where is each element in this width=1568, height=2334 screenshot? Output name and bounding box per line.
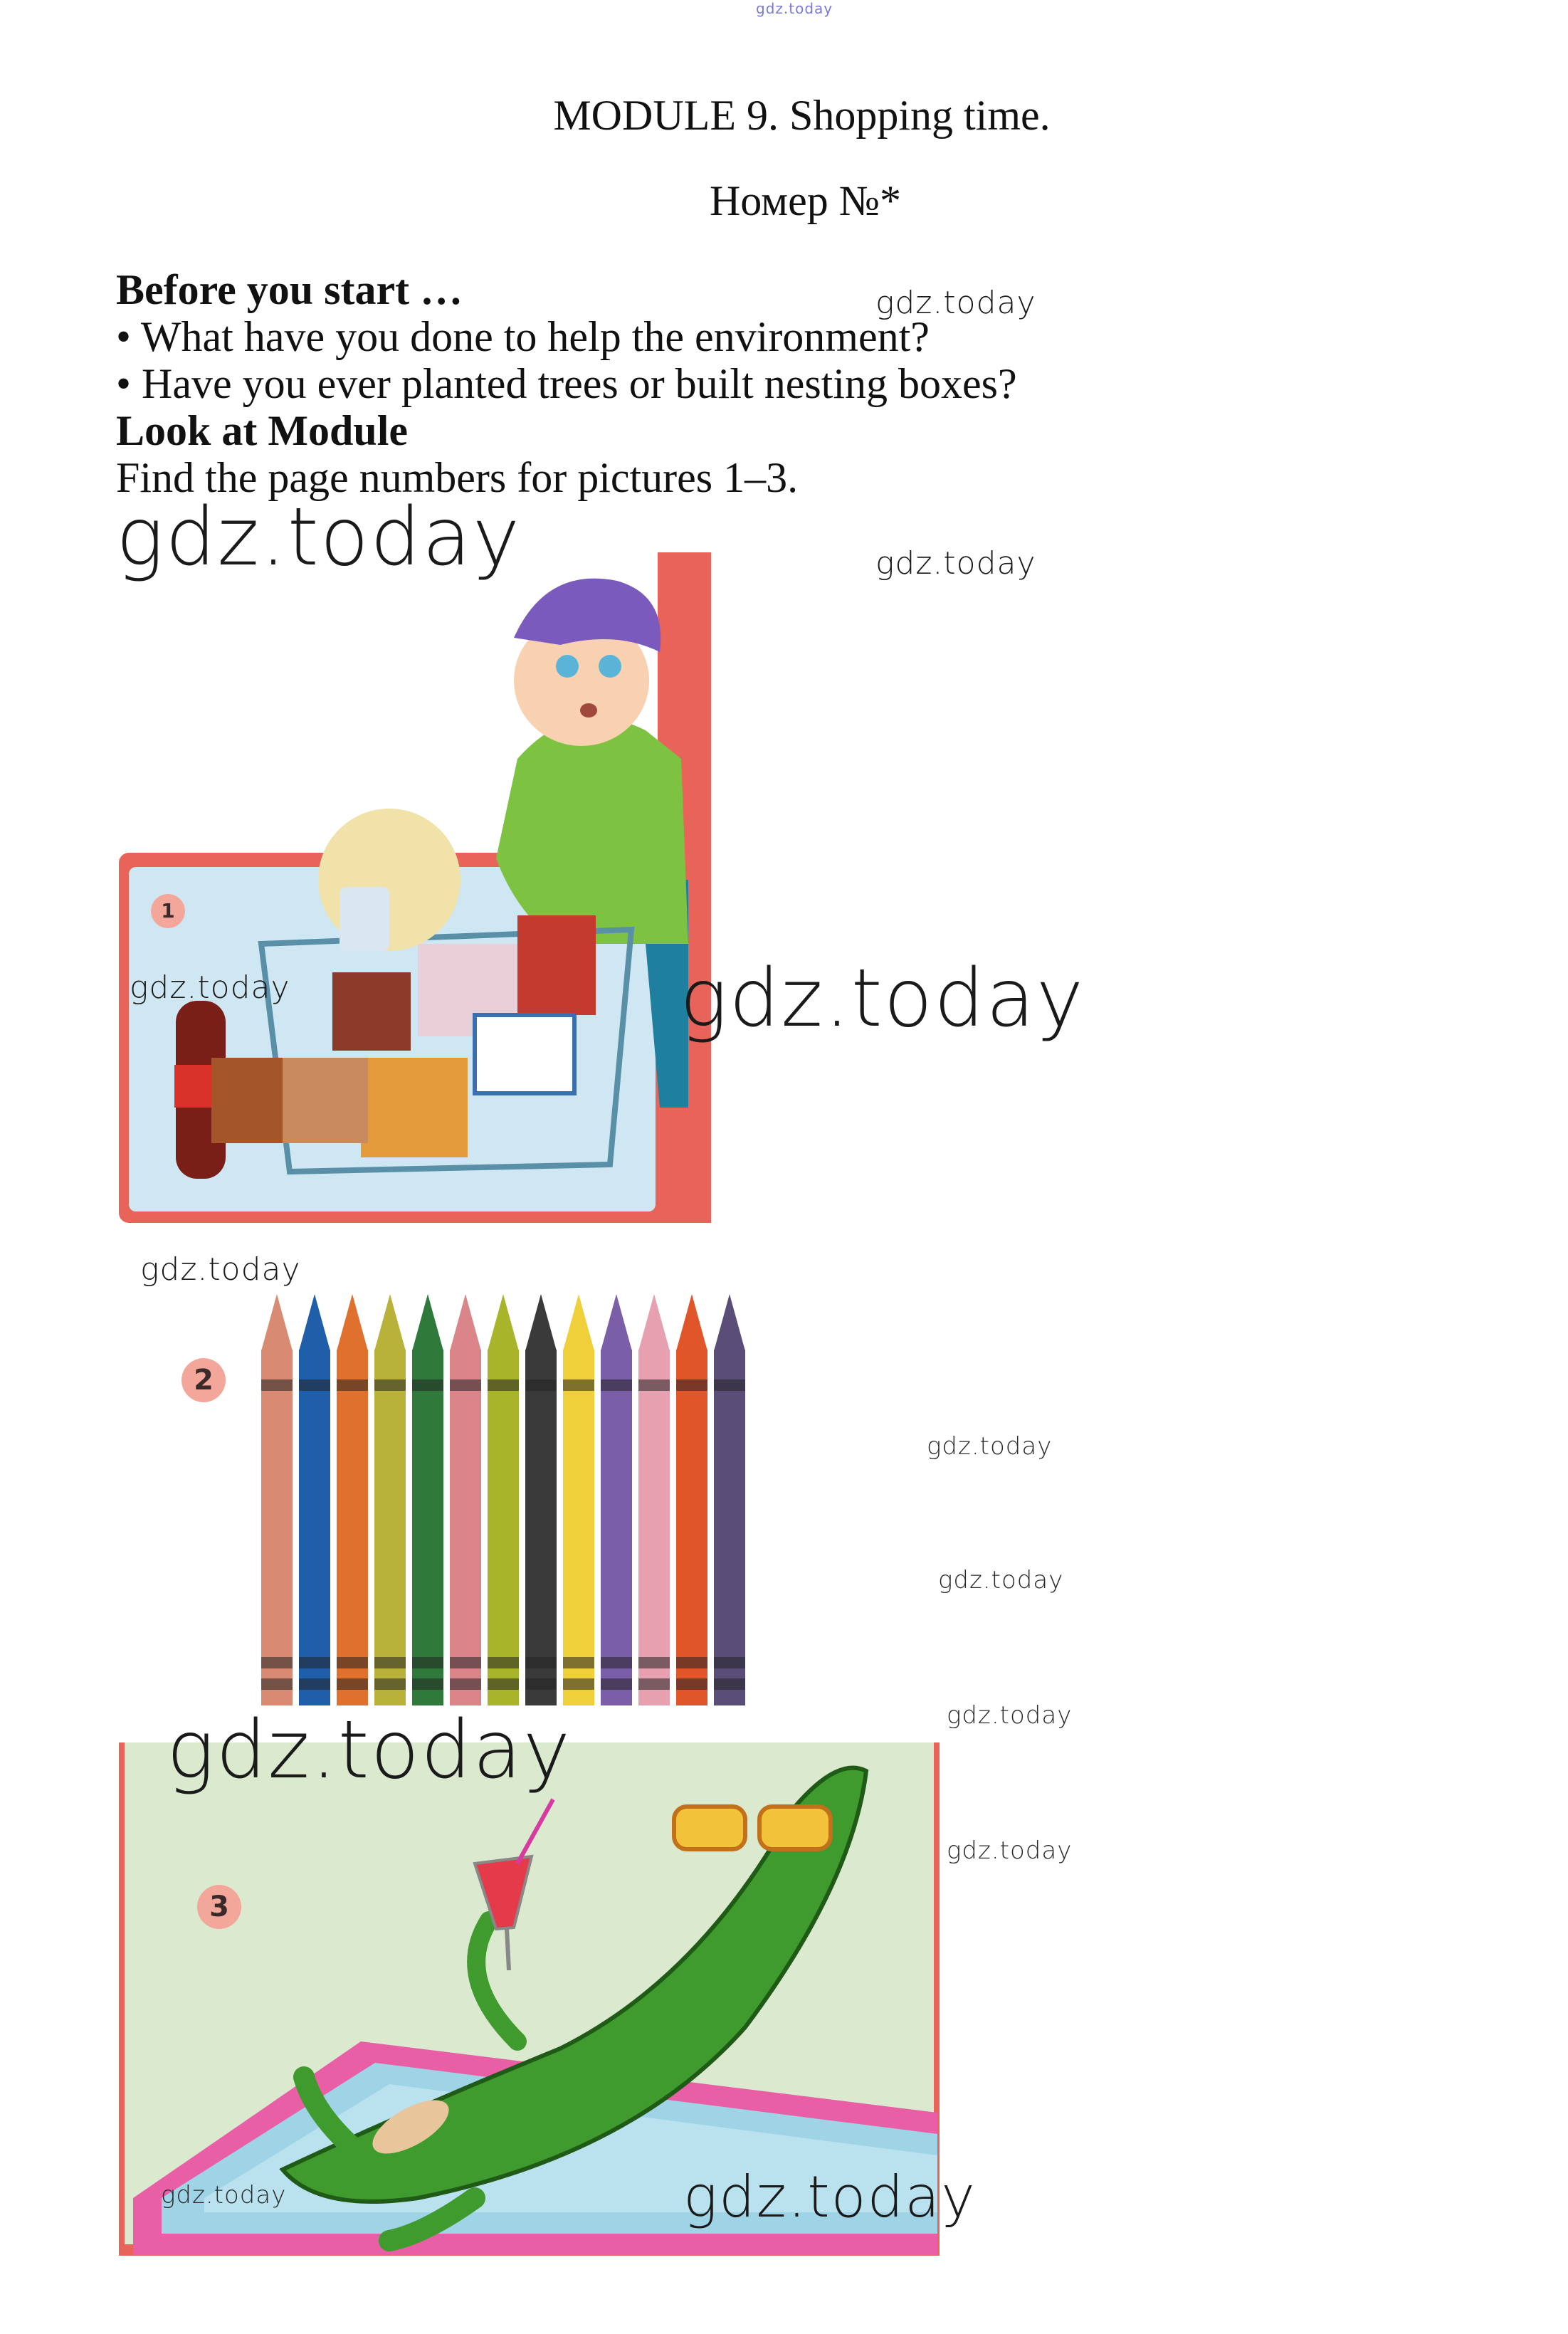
top-watermark: gdz.today bbox=[756, 0, 833, 17]
crayon-band bbox=[299, 1678, 330, 1690]
crayon-band bbox=[714, 1678, 745, 1690]
crayon-band bbox=[638, 1657, 670, 1668]
crayon-band bbox=[563, 1657, 594, 1668]
crayon-band bbox=[337, 1657, 368, 1668]
crayons-illustration bbox=[119, 1273, 916, 1735]
crayon-band bbox=[374, 1379, 406, 1391]
crayon-body bbox=[299, 1350, 330, 1705]
instruction: Find the page numbers for pictures 1–3. bbox=[116, 454, 799, 501]
crayon-tip bbox=[488, 1294, 519, 1351]
picture-2 bbox=[119, 1273, 916, 1735]
crayon-body bbox=[563, 1350, 594, 1705]
page-title: MODULE 9. Shopping time. bbox=[553, 92, 1051, 139]
crayon-band bbox=[601, 1379, 632, 1391]
crayon-band bbox=[299, 1379, 330, 1391]
crayon-tip bbox=[412, 1294, 443, 1351]
watermark: gdz.today bbox=[938, 1566, 1064, 1594]
crayon-band bbox=[601, 1657, 632, 1668]
crayon-band bbox=[525, 1678, 557, 1690]
crayon-band bbox=[488, 1379, 519, 1391]
crayon-tip bbox=[525, 1294, 557, 1351]
watermark: gdz.today bbox=[116, 491, 522, 584]
crayon-band bbox=[450, 1379, 481, 1391]
watermark: gdz.today bbox=[140, 1251, 301, 1288]
crayon-band bbox=[374, 1657, 406, 1668]
picture-1 bbox=[119, 545, 711, 1223]
crayon-body bbox=[638, 1350, 670, 1705]
picture-3-number: 3 bbox=[197, 1885, 241, 1929]
crayon-tip bbox=[601, 1294, 632, 1351]
picture-1-number: 1 bbox=[151, 894, 185, 928]
crayon-tip bbox=[714, 1294, 745, 1351]
crayon-band bbox=[638, 1678, 670, 1690]
watermark: gdz.today bbox=[875, 285, 1036, 321]
crayon-band bbox=[638, 1379, 670, 1391]
crayon-band bbox=[488, 1678, 519, 1690]
crayon-band bbox=[337, 1379, 368, 1391]
crayon-band bbox=[261, 1657, 293, 1668]
crayon-tip bbox=[450, 1294, 481, 1351]
watermark: gdz.today bbox=[683, 2164, 977, 2230]
crayon-body bbox=[488, 1350, 519, 1705]
crayon-band bbox=[412, 1379, 443, 1391]
crayon-band bbox=[601, 1678, 632, 1690]
watermark: gdz.today bbox=[161, 2181, 287, 2209]
watermark: gdz.today bbox=[927, 1432, 1053, 1461]
question-2: • Have you ever planted trees or built nesting boxes? bbox=[116, 360, 1017, 407]
crayon-body bbox=[450, 1350, 481, 1705]
crayon-band bbox=[261, 1379, 293, 1391]
crayon-tip bbox=[337, 1294, 368, 1351]
crayon-body bbox=[412, 1350, 443, 1705]
crayon-tip bbox=[676, 1294, 707, 1351]
crayon-band bbox=[412, 1657, 443, 1668]
crayon-band bbox=[676, 1379, 707, 1391]
crayon-band bbox=[374, 1678, 406, 1690]
crayon-body bbox=[261, 1350, 293, 1705]
crayon-band bbox=[261, 1678, 293, 1690]
crayon-band bbox=[676, 1657, 707, 1668]
watermark: gdz.today bbox=[947, 1701, 1073, 1730]
crayon-body bbox=[337, 1350, 368, 1705]
crayon-body bbox=[374, 1350, 406, 1705]
crayon-band bbox=[412, 1678, 443, 1690]
crayon-band bbox=[450, 1657, 481, 1668]
crayon-tip bbox=[638, 1294, 670, 1351]
before-you-start-heading: Before you start … bbox=[116, 266, 463, 313]
crayon-body bbox=[601, 1350, 632, 1705]
watermark: gdz.today bbox=[130, 969, 290, 1006]
crayon-tip bbox=[299, 1294, 330, 1351]
crayon-band bbox=[714, 1379, 745, 1391]
watermark: gdz.today bbox=[947, 1836, 1073, 1865]
watermark: gdz.today bbox=[875, 545, 1036, 582]
crayon-band bbox=[488, 1657, 519, 1668]
watermark: gdz.today bbox=[680, 952, 1085, 1045]
crayon-body bbox=[676, 1350, 707, 1705]
crayon-band bbox=[676, 1678, 707, 1690]
crayon-tip bbox=[261, 1294, 293, 1351]
crayon-band bbox=[714, 1657, 745, 1668]
crayon-band bbox=[337, 1678, 368, 1690]
question-1: • What have you done to help the environment? bbox=[116, 313, 930, 360]
exercise-number: Номер №* bbox=[709, 177, 902, 224]
shopping-trolley-illustration bbox=[119, 545, 711, 1223]
crayon-band bbox=[450, 1678, 481, 1690]
crayon-body bbox=[714, 1350, 745, 1705]
crayon-body bbox=[525, 1350, 557, 1705]
crayon-band bbox=[525, 1657, 557, 1668]
look-at-module-heading: Look at Module bbox=[116, 407, 409, 454]
crayon-band bbox=[525, 1379, 557, 1391]
crayon-tip bbox=[563, 1294, 594, 1351]
crayon-band bbox=[563, 1678, 594, 1690]
crayon-band bbox=[563, 1379, 594, 1391]
picture-2-number: 2 bbox=[181, 1358, 226, 1402]
crayon-tip bbox=[374, 1294, 406, 1351]
crayon-band bbox=[299, 1657, 330, 1668]
watermark: gdz.today bbox=[167, 1704, 572, 1797]
